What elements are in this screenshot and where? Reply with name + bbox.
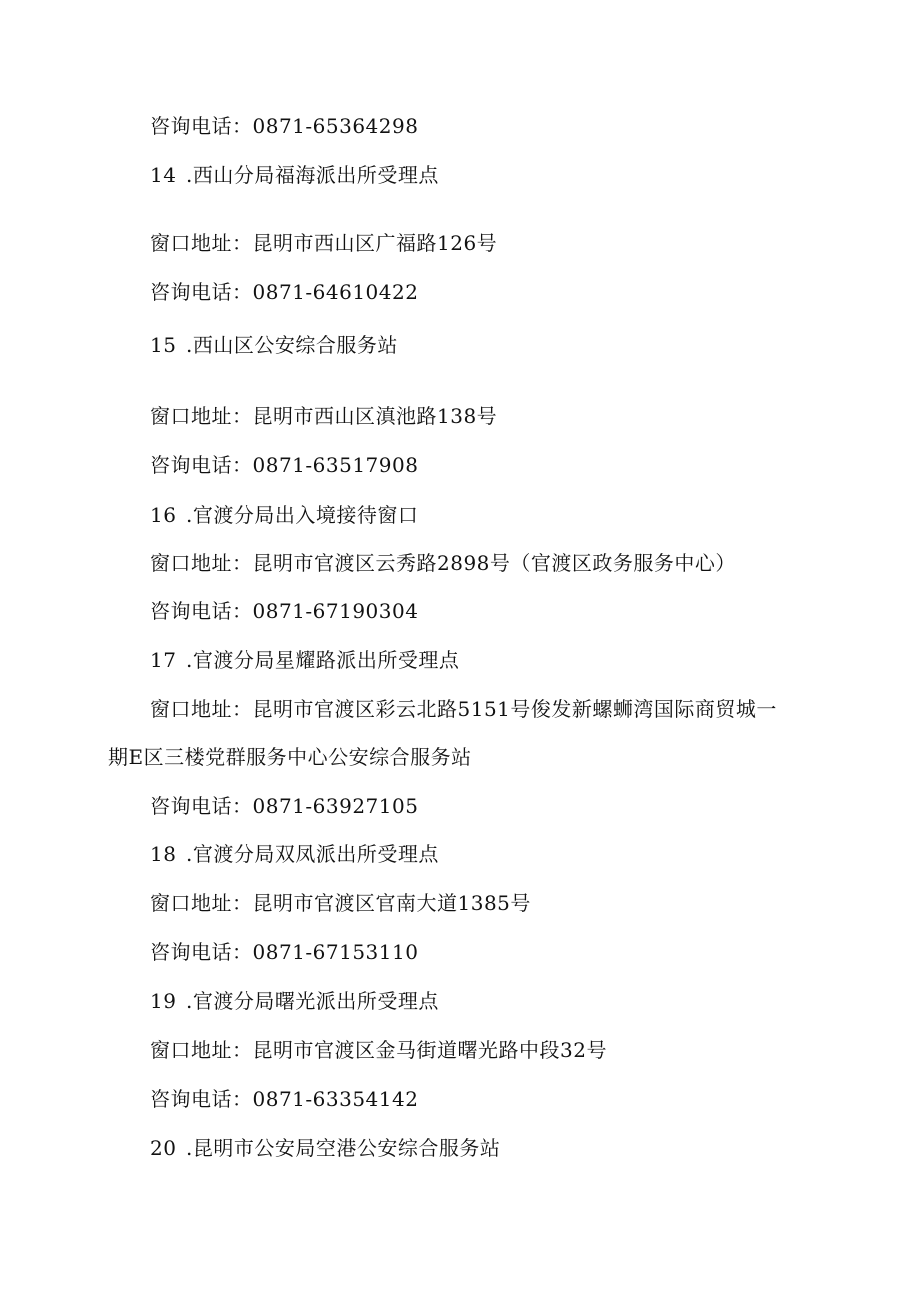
entry-number: 17	[150, 648, 177, 672]
entry-title: .官渡分局双凤派出所受理点	[186, 842, 439, 866]
entry-heading-20	[150, 1136, 500, 1160]
address-line-continued: 期E区三楼党群服务中心公安综合服务站	[108, 745, 472, 769]
entry-title: .官渡分局星耀路派出所受理点	[186, 648, 460, 672]
address-line: 窗口地址：昆明市官渡区云秀路2898号（官渡区政务服务中心）	[150, 551, 736, 575]
phone-line: 咨询电话：0871-67190304	[150, 599, 419, 623]
address-line: 窗口地址：昆明市西山区广福路126号	[150, 231, 498, 255]
entry-number: 15	[150, 333, 177, 357]
entry-number: 14	[150, 163, 177, 187]
entry-number: 20	[150, 1136, 177, 1160]
phone-line: 咨询电话：0871-64610422	[150, 280, 419, 304]
entry-title: .西山分局福海派出所受理点	[186, 163, 439, 187]
phone-line: 咨询电话：0871-65364298	[150, 114, 419, 138]
entry-title: .昆明市公安局空港公安综合服务站	[186, 1136, 501, 1160]
entry-title: .官渡分局出入境接待窗口	[186, 503, 419, 527]
phone-line: 咨询电话：0871-63354142	[150, 1087, 419, 1111]
entry-heading-15	[150, 333, 398, 357]
entry-heading-18	[150, 842, 439, 866]
address-line: 窗口地址：昆明市西山区滇池路138号	[150, 404, 498, 428]
entry-number: 18	[150, 842, 177, 866]
entry-title: .官渡分局曙光派出所受理点	[186, 989, 439, 1013]
phone-line: 咨询电话：0871-67153110	[150, 940, 419, 964]
phone-line: 咨询电话：0871-63927105	[150, 794, 419, 818]
address-line: 窗口地址：昆明市官渡区官南大道1385号	[150, 891, 531, 915]
entry-heading-14	[150, 163, 439, 187]
entry-heading-16	[150, 503, 418, 527]
entry-heading-19	[150, 989, 439, 1013]
address-line: 窗口地址：昆明市官渡区金马街道曙光路中段32号	[150, 1038, 607, 1062]
phone-line: 咨询电话：0871-63517908	[150, 453, 419, 477]
entry-number: 19	[150, 989, 177, 1013]
entry-number: 16	[150, 503, 177, 527]
entry-title: .西山区公安综合服务站	[186, 333, 398, 357]
entry-heading-17	[150, 648, 459, 672]
address-line: 窗口地址：昆明市官渡区彩云北路5151号俊发新螺蛳湾国际商贸城一	[150, 697, 777, 721]
